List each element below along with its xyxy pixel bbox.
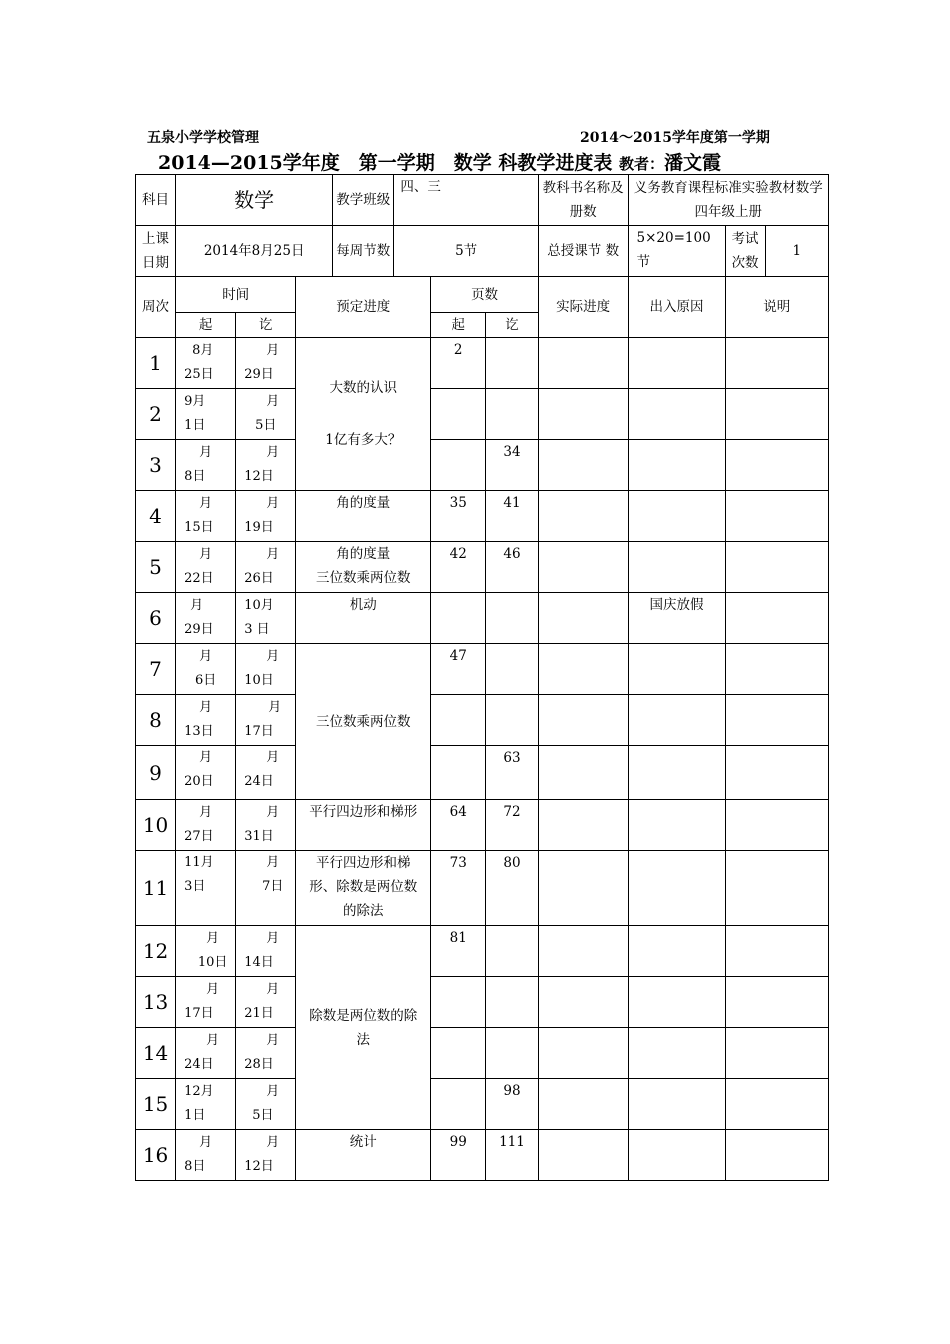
start-day: 24日 xyxy=(184,1057,214,1072)
end-day: 26日 xyxy=(244,571,274,586)
page-start: 47 xyxy=(431,644,486,695)
page-start xyxy=(431,1079,486,1130)
week-number: 1 xyxy=(136,338,176,389)
table-row xyxy=(136,644,829,695)
book-value: 义务教育课程标准实验教材数学四年级上册 xyxy=(628,175,829,226)
document-title xyxy=(158,148,721,175)
class-label: 教学班级 xyxy=(333,175,394,226)
end-month: 月 xyxy=(266,496,280,511)
table-row xyxy=(136,389,829,440)
week-number: 10 xyxy=(136,800,176,851)
col-page-start: 起 xyxy=(431,313,486,338)
page-start: 64 xyxy=(431,800,486,851)
end-day: 28日 xyxy=(244,1057,274,1072)
page-end xyxy=(486,389,539,440)
table-row xyxy=(136,695,829,746)
end-day: 3 日 xyxy=(244,622,270,637)
start-month: 11月 xyxy=(184,855,214,870)
end-day: 17日 xyxy=(244,724,274,739)
week-number: 13 xyxy=(136,977,176,1028)
end-month: 10月 xyxy=(244,598,274,613)
class-value: 四、三 xyxy=(394,175,538,226)
start-label: 上课日期 xyxy=(136,226,176,277)
total-label: 总授课节 数 xyxy=(538,226,628,277)
page-end xyxy=(486,593,539,644)
start-day: 17日 xyxy=(184,1006,214,1021)
term-label: 2014～2015学年度第一学期 xyxy=(580,130,770,146)
plan-cell xyxy=(296,542,431,593)
exam-value: 1 xyxy=(765,226,828,277)
plan-text: 除数是两位数的除法 xyxy=(309,1007,418,1048)
weekly-value: 5节 xyxy=(394,226,538,277)
table-row xyxy=(136,440,829,491)
start-day: 22日 xyxy=(184,571,214,586)
start-month: 月 xyxy=(199,445,213,460)
col-plan: 预定进度 xyxy=(296,277,431,338)
page-start: 81 xyxy=(431,926,486,977)
week-number: 15 xyxy=(136,1079,176,1130)
end-day: 21日 xyxy=(244,1006,274,1021)
plan-cell xyxy=(296,491,431,542)
start-month: 月 xyxy=(199,750,213,765)
start-month: 月 xyxy=(199,700,213,715)
start-day: 8日 xyxy=(184,469,206,484)
start-day: 8日 xyxy=(184,1159,206,1174)
start-day: 25日 xyxy=(184,367,214,382)
start-value: 2014年8月25日 xyxy=(176,226,333,277)
end-day: 5日 xyxy=(255,418,277,433)
table-row xyxy=(136,851,829,926)
start-day: 29日 xyxy=(184,622,214,637)
school-name: 五泉小学学校管理 xyxy=(147,130,259,146)
end-month: 月 xyxy=(266,750,280,765)
end-month: 月 xyxy=(266,1084,280,1099)
page-end xyxy=(486,644,539,695)
plan-text: 平行四边形和梯形、除数是两位数的除法 xyxy=(309,855,418,919)
page-end: 80 xyxy=(486,851,539,926)
start-month: 12月 xyxy=(184,1084,214,1099)
start-month: 月 xyxy=(199,805,213,820)
start-month: 月 xyxy=(206,982,220,997)
week-number: 5 xyxy=(136,542,176,593)
week-number: 16 xyxy=(136,1130,176,1181)
col-time: 时间 xyxy=(176,277,296,313)
plan-text: 三位数乘两位数 xyxy=(316,713,411,730)
subject-value: 数学 xyxy=(176,175,333,226)
start-month: 9月 xyxy=(184,394,206,409)
start-month: 月 xyxy=(199,496,213,511)
table-row xyxy=(136,800,829,851)
start-month: 月 xyxy=(190,598,204,613)
page-end: 46 xyxy=(486,542,539,593)
end-month: 月 xyxy=(268,700,282,715)
col-note: 说明 xyxy=(725,277,828,338)
end-month: 月 xyxy=(266,982,280,997)
page-start xyxy=(431,389,486,440)
page-end xyxy=(486,695,539,746)
teacher-label: 教者： xyxy=(619,155,665,173)
end-month: 月 xyxy=(266,343,280,358)
page-start: 99 xyxy=(431,1130,486,1181)
start-day: 13日 xyxy=(184,724,214,739)
end-day: 19日 xyxy=(244,520,274,535)
end-day: 10日 xyxy=(244,673,274,688)
end-day: 7日 xyxy=(262,879,284,894)
weekly-label: 每周节数 xyxy=(333,226,394,277)
page-end xyxy=(486,1028,539,1079)
plan-text: 机动 xyxy=(349,597,377,613)
plan-cell xyxy=(296,926,431,1130)
week-number: 11 xyxy=(136,851,176,926)
page-end: 63 xyxy=(486,746,539,800)
col-time-end: 讫 xyxy=(236,313,296,338)
total-value: 5×20=100节 xyxy=(628,226,725,277)
col-time-start: 起 xyxy=(176,313,236,338)
book-label: 教科书名称及册数 xyxy=(538,175,628,226)
page-start: 73 xyxy=(431,851,486,926)
page-start xyxy=(431,746,486,800)
end-month: 月 xyxy=(266,547,280,562)
plan-text: 三位数乘两位数 xyxy=(316,570,411,586)
week-number: 4 xyxy=(136,491,176,542)
plan-cell xyxy=(296,593,431,644)
plan-text: 大数的认识 xyxy=(329,380,398,396)
table-row xyxy=(136,977,829,1028)
table-row xyxy=(136,746,829,800)
subject-label: 科目 xyxy=(136,175,176,226)
week-number: 3 xyxy=(136,440,176,491)
week-number: 7 xyxy=(136,644,176,695)
table-row xyxy=(136,1028,829,1079)
plan-text: 统计 xyxy=(349,1134,377,1150)
page-end: 98 xyxy=(486,1079,539,1130)
plan-text: 1亿有多大？ xyxy=(325,432,402,448)
plan-text: 平行四边形和梯形 xyxy=(309,804,418,820)
col-actual: 实际进度 xyxy=(538,277,628,338)
end-month: 月 xyxy=(266,931,280,946)
teacher-name: 潘文霞 xyxy=(664,152,722,174)
week-number: 6 xyxy=(136,593,176,644)
page-end: 34 xyxy=(486,440,539,491)
start-day: 20日 xyxy=(184,774,214,789)
start-day: 3日 xyxy=(184,879,206,894)
start-month: 8月 xyxy=(192,343,214,358)
start-day: 27日 xyxy=(184,829,214,844)
table-row xyxy=(136,593,829,644)
plan-cell xyxy=(296,338,431,491)
plan-text: 角的度量 xyxy=(336,495,391,511)
page-start xyxy=(431,440,486,491)
week-number: 9 xyxy=(136,746,176,800)
end-month: 月 xyxy=(266,1033,280,1048)
week-number: 14 xyxy=(136,1028,176,1079)
page-start xyxy=(431,1028,486,1079)
page-start: 42 xyxy=(431,542,486,593)
table-row xyxy=(136,1130,829,1181)
end-month: 月 xyxy=(266,855,280,870)
table-row xyxy=(136,491,829,542)
week-number: 8 xyxy=(136,695,176,746)
plan-cell xyxy=(296,1130,431,1181)
end-month: 月 xyxy=(266,445,280,460)
page-start xyxy=(431,695,486,746)
reason-cell: 国庆放假 xyxy=(628,593,725,644)
end-month: 月 xyxy=(266,394,280,409)
col-page-end: 讫 xyxy=(486,313,539,338)
end-month: 月 xyxy=(266,1135,280,1150)
table-row xyxy=(136,1079,829,1130)
exam-label: 考试次数 xyxy=(725,226,765,277)
col-reason: 出入原因 xyxy=(628,277,725,338)
table-row xyxy=(136,926,829,977)
end-day: 12日 xyxy=(244,1159,274,1174)
plan-text: 角的度量 xyxy=(336,546,391,562)
start-month: 月 xyxy=(199,547,213,562)
start-day: 1日 xyxy=(184,1108,206,1123)
start-month: 月 xyxy=(199,1135,213,1150)
page-end: 72 xyxy=(486,800,539,851)
page-start: 2 xyxy=(431,338,486,389)
page-start xyxy=(431,593,486,644)
end-day: 24日 xyxy=(244,774,274,789)
plan-cell xyxy=(296,800,431,851)
end-day: 31日 xyxy=(244,829,274,844)
start-month: 月 xyxy=(199,649,213,664)
table-row xyxy=(136,542,829,593)
page-end xyxy=(486,977,539,1028)
schedule-table xyxy=(135,174,829,1181)
end-day: 12日 xyxy=(244,469,274,484)
week-number: 12 xyxy=(136,926,176,977)
title-main: 2014—2015学年度 第一学期 数学 科教学进度表 xyxy=(158,152,613,174)
start-month: 月 xyxy=(206,1033,220,1048)
week-number: 2 xyxy=(136,389,176,440)
table-row xyxy=(136,338,829,389)
page-end xyxy=(486,338,539,389)
end-day: 29日 xyxy=(244,367,274,382)
start-day: 1日 xyxy=(184,418,206,433)
col-pages: 页数 xyxy=(431,277,539,313)
start-day: 10日 xyxy=(197,955,228,970)
plan-cell xyxy=(296,851,431,926)
end-day: 14日 xyxy=(244,955,274,970)
start-day: 6日 xyxy=(194,673,217,688)
plan-cell xyxy=(296,644,431,800)
end-day: 5日 xyxy=(252,1108,274,1123)
page-start xyxy=(431,977,486,1028)
page-end: 111 xyxy=(486,1130,539,1181)
col-week: 周次 xyxy=(136,277,176,338)
start-day: 15日 xyxy=(184,520,214,535)
end-month: 月 xyxy=(266,649,280,664)
page-end: 41 xyxy=(486,491,539,542)
page-start: 35 xyxy=(431,491,486,542)
page-end xyxy=(486,926,539,977)
end-month: 月 xyxy=(266,805,280,820)
start-month: 月 xyxy=(206,931,220,946)
